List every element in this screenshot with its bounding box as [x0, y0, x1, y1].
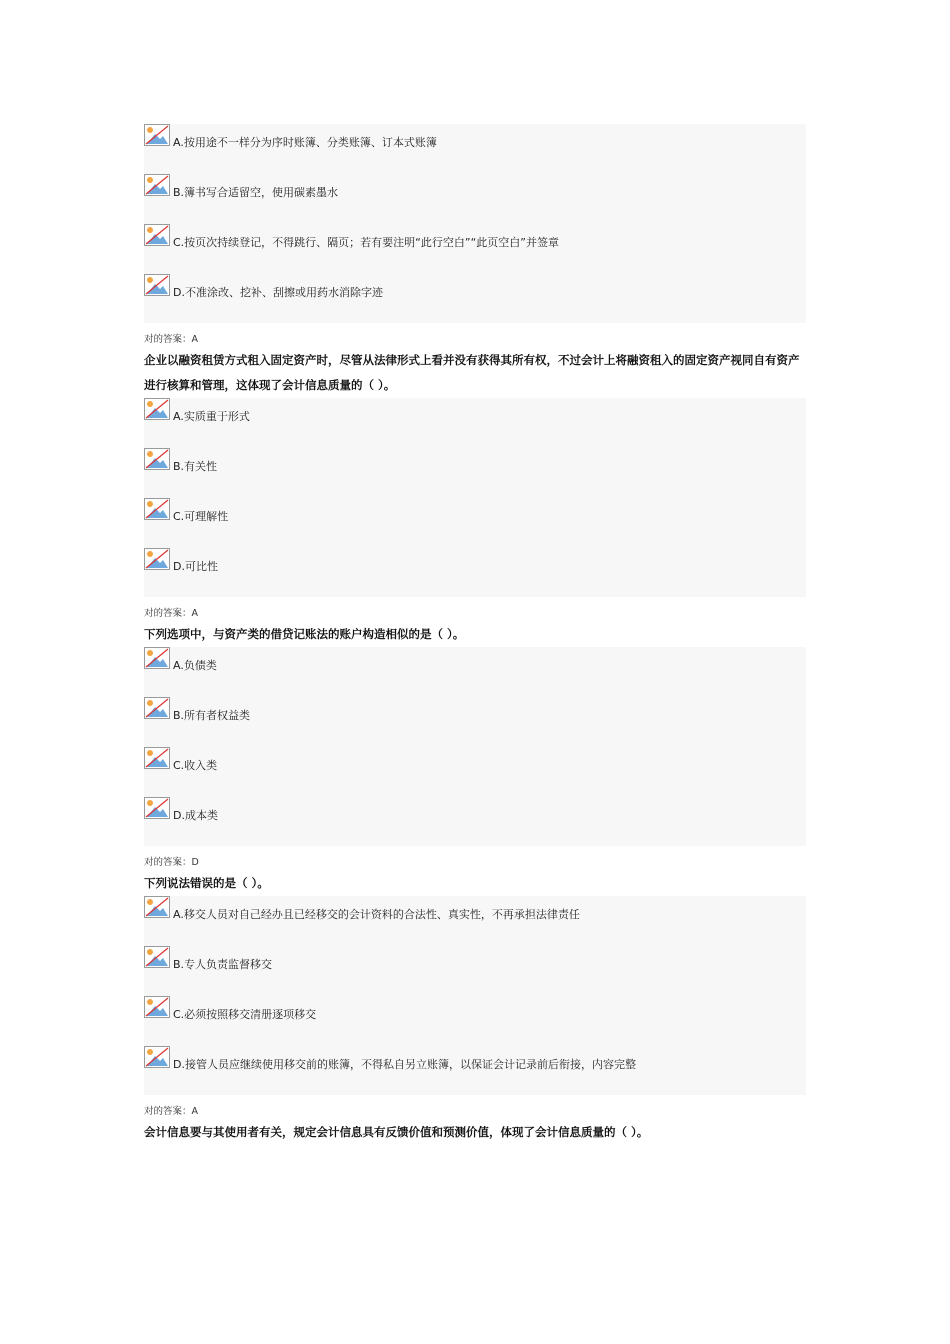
broken-image-icon [144, 498, 170, 520]
broken-image-icon [144, 1046, 170, 1068]
option-text: C.必须按照移交清册逐项移交 [173, 1008, 317, 1021]
option-text: D.接管人员应继续使用移交前的账簿，不得私自另立账簿，以保证会计记录前后衔接，内容完整 [173, 1058, 636, 1071]
broken-image-icon [144, 548, 170, 570]
correct-answer: 对的答案：D [144, 857, 199, 868]
broken-image-icon [144, 896, 170, 918]
broken-image-icon [144, 448, 170, 470]
option-text: A.实质重于形式 [173, 410, 250, 423]
option-text: A.负债类 [173, 659, 217, 672]
option-text: A.移交人员对自己经办且已经移交的会计资料的合法性、真实性，不再承担法律责任 [173, 908, 580, 921]
broken-image-icon [144, 747, 170, 769]
option-text: D.可比性 [173, 560, 218, 573]
broken-image-icon [144, 797, 170, 819]
broken-image-icon [144, 647, 170, 669]
option-text: C.可理解性 [173, 510, 229, 523]
correct-answer: 对的答案：A [144, 1106, 198, 1117]
broken-image-icon [144, 174, 170, 196]
broken-image-icon [144, 946, 170, 968]
broken-image-icon [144, 224, 170, 246]
option-text: C.按页次持续登记，不得跳行、隔页；若有要注明“此行空白”“此页空白”并签章 [173, 236, 559, 249]
option-text: B.所有者权益类 [173, 709, 251, 722]
option-text: D.不准涂改、挖补、刮擦或用药水消除字迹 [173, 286, 383, 299]
broken-image-icon [144, 398, 170, 420]
options-box [144, 647, 806, 846]
correct-answer: 对的答案：A [144, 334, 198, 345]
option-text: C.收入类 [173, 759, 218, 772]
correct-answer: 对的答案：A [144, 608, 198, 619]
option-text: D.成本类 [173, 809, 218, 822]
broken-image-icon [144, 124, 170, 146]
broken-image-icon [144, 697, 170, 719]
broken-image-icon [144, 274, 170, 296]
option-text: A.按用途不一样分为序时账簿、分类账簿、订本式账簿 [173, 136, 437, 149]
options-box [144, 896, 806, 1095]
option-text: B.簿书写合适留空，使用碳素墨水 [173, 186, 339, 199]
question-text: 下列说法错误的是（ ）。 [144, 876, 269, 890]
option-text: B.有关性 [173, 460, 218, 473]
options-box [144, 124, 806, 323]
question-text: 会计信息要与其使用者有关，规定会计信息具有反馈价值和预测价值，体现了会计信息质量的（ ）。 [144, 1125, 649, 1139]
options-box [144, 398, 806, 597]
broken-image-icon [144, 996, 170, 1018]
question-text: 企业以融资租赁方式租入固定资产时，尽管从法律形式上看并没有获得其所有权，不过会计上将融资租入的固定资产视同自有资产进行核算和管理，这体现了会计信息质量的（ ）。 [144, 353, 800, 392]
question-text: 下列选项中，与资产类的借贷记账法的账户构造相似的是（ ）。 [144, 627, 465, 641]
option-text: B.专人负责监督移交 [173, 958, 273, 971]
